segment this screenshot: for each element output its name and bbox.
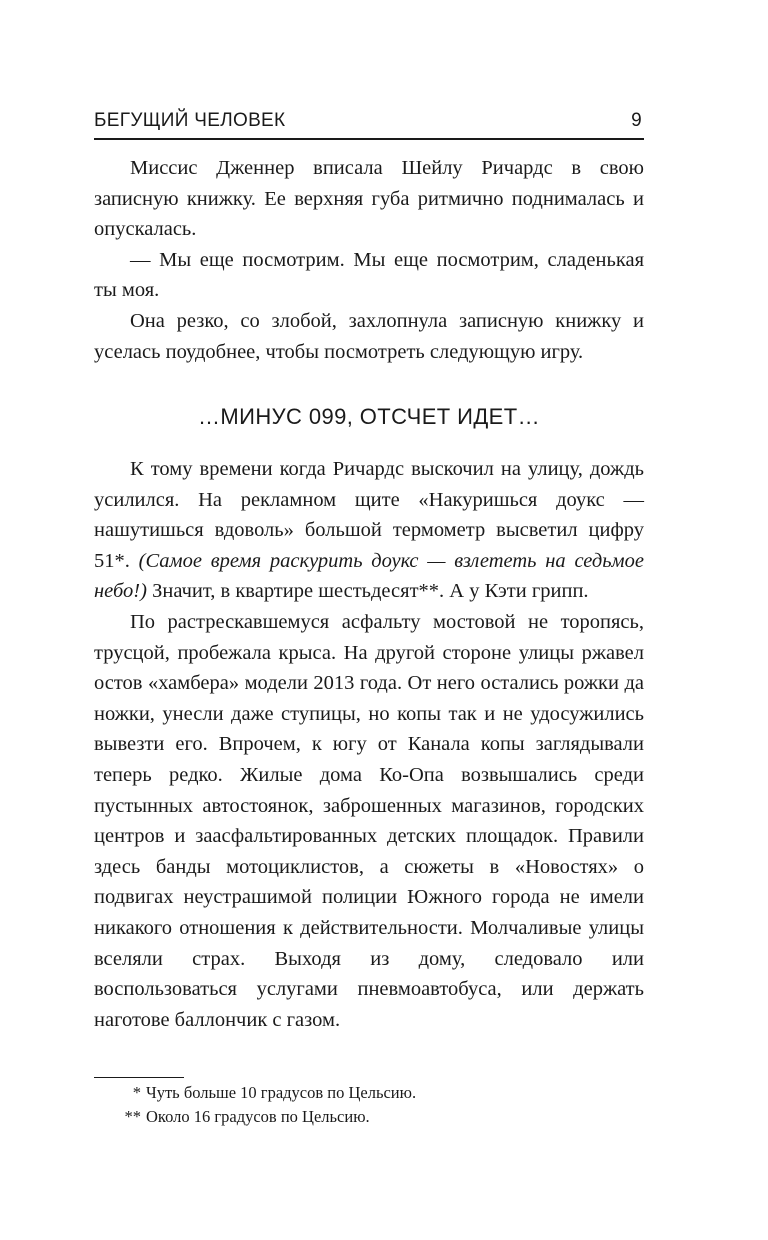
paragraph: Она резко, со злобой, захлопнула записную книжку и уселась поудобнее, чтобы посмотреть следующую игру. <box>94 309 644 363</box>
section-heading: …МИНУС 099, ОТСЧЕТ ИДЕТ… <box>198 404 540 429</box>
footnote <box>94 1105 644 1129</box>
running-head <box>94 110 644 140</box>
text-block-top <box>94 153 644 367</box>
paragraph <box>94 454 644 607</box>
footnotes <box>94 1081 644 1129</box>
footnote-mark: ** <box>124 1107 141 1126</box>
paragraph: По растрескавшемуся асфальту мостовой не торопясь, трусцой, пробежала крыса. На другой стороне улицы ржавел остов «хамбера» модели 2013 года. От него остались рожки да ножки, унесли даже ступицы, но копы так и не удосужились вывезти его. Впрочем, к югу от Канала копы заглядывали теперь редко. Жилые дома Ко-Опа возвышались среди пустынных автостоянок, заброшенных магазинов, городских центров и заасфальтированных детских площадок. Правили здесь банды мотоциклистов, а сюжеты в «Новостях» о подвигах неустрашимой полиции Южного города не имели никакого отношения к действительности. Молчаливые улицы вселяли страх. Выходя из дому, следовало или воспользоваться услугами пневмоавтобуса, или держать наготове баллончик с газом. <box>94 610 644 1031</box>
footnote-divider <box>94 1077 184 1078</box>
italic-aside: (Самое время раскурить доукс — взлететь на седьмое небо!) <box>94 549 644 603</box>
paragraph-text: Значит, в квартире шестьдесят**. А у Кэти грипп. <box>146 580 589 603</box>
paragraph-text: К тому времени когда Ричардс выскочил на улицу, дождь усилился. На рекламном щите «Накуришься доукс — нашутишься вдоволь» большой термометр высветил цифру 51*. <box>94 458 644 572</box>
paragraph: Миссис Дженнер вписала Шейлу Ричардс в свою записную книжку. Ее верхняя губа ритмично поднималась и опускалась. <box>94 157 644 241</box>
page-number: 9 <box>631 110 642 131</box>
footnote-mark: * <box>132 1083 141 1102</box>
text-block-main <box>94 454 644 1035</box>
footnote-text: Около 16 градусов по Цельсию. <box>146 1107 370 1126</box>
footnote <box>94 1081 644 1105</box>
paragraph: — Мы еще посмотрим. Мы еще посмотрим, сладенькая ты моя. <box>94 248 644 302</box>
book-title: БЕГУЩИЙ ЧЕЛОВЕК <box>94 110 286 131</box>
footnote-text: Чуть больше 10 градусов по Цельсию. <box>146 1083 417 1102</box>
